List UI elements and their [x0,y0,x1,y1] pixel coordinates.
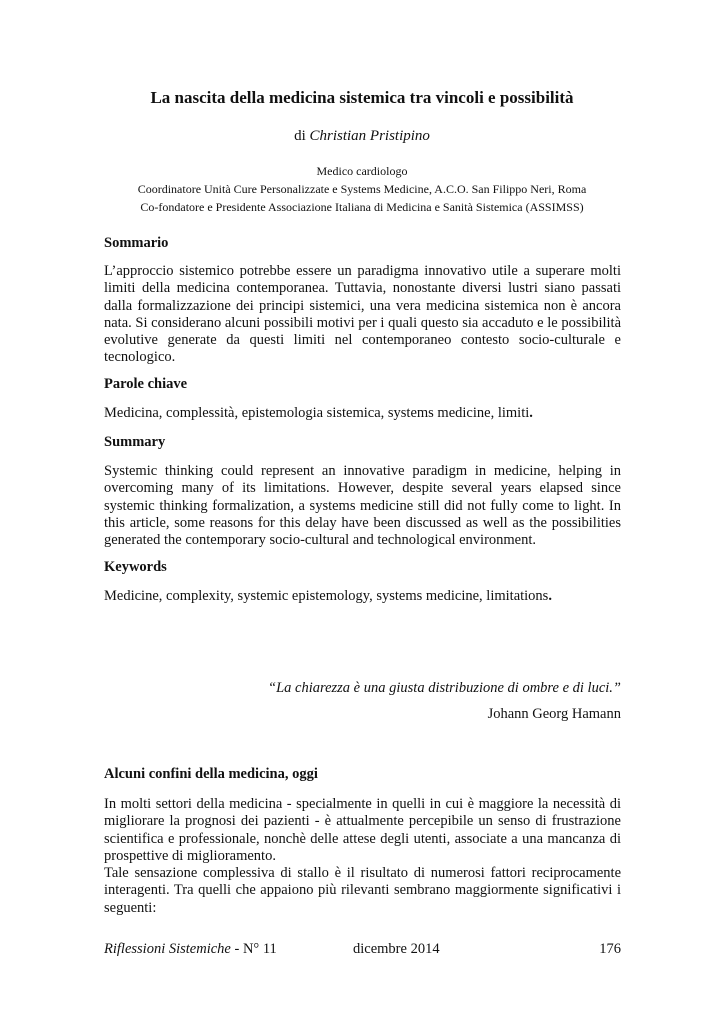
parole-chiave-text [104,405,621,422]
section-paragraph-2: Tale sensazione complessiva di stallo è il risultato di numerosi fattori reciprocamente interagenti. Tra quelli che appaiono più rilevanti sembrano maggiormente significativi i seguenti: [104,865,621,916]
affiliation-association: Co-fondatore e Presidente Associazione Italiana di Medicina e Sanità Sistemica (ASSIMSS) [140,200,584,214]
footer-journal [104,941,277,958]
parole-chiave-list: Medicina, complessità, epistemologia sistemica, systems medicine, limiti [104,405,530,421]
epigraph-author: Johann Georg Hamann [487,706,621,722]
author-prefix: di [294,128,306,144]
keywords-heading: Keywords [104,559,167,575]
sommario-text: L’approccio sistemico potrebbe essere un paradigma innovativo utile a superare molti limiti della medicina contemporanea. Tuttavia, nonostante diversi lustri siano passati dalla formalizzazione dei principi sistemici, una vera medicina sistemica non è ancora nata. Si considerano alcuni possibili motivi per i quali questo sia accaduto e le possibilità evolutive generate da questi limiti nel contemporaneo contesto socio-culturale e tecnologico. [104,263,621,366]
journal-issue: - N° 11 [230,941,277,957]
author-name: Christian Pristipino [309,128,430,144]
keywords-text [104,588,621,605]
summary-heading: Summary [104,434,166,450]
keywords-list: Medicine, complexity, systemic epistemology, systems medicine, limitations [104,588,549,604]
journal-name: Riflessioni Sistemiche [104,941,231,957]
section-paragraph-1: In molti settori della medicina - specialmente in quelli in cui è maggiore la necessità di migliorare la prognosi dei pazienti - è attualmente percepibile un senso di frustrazione scientifica e professionale, nonchè delle attese degli utenti, associate a una mancanza di prospettive di miglioramento. [104,796,621,864]
section-heading: Alcuni confini della medicina, oggi [104,766,318,782]
paper-title: La nascita della medicina sistemica tra vincoli e possibilità [150,88,574,107]
sommario-heading: Sommario [104,235,169,251]
parole-chiave-period: . [529,405,533,421]
epigraph-quote: “La chiarezza è una giusta distribuzione di ombre e di luci.” [268,680,621,696]
parole-chiave-heading: Parole chiave [104,376,188,392]
summary-text: Systemic thinking could represent an innovative paradigm in medicine, helping in overcoming many of its limitations. However, despite several years elapsed since systemic thinking formalization, a systems medicine still did not fully come to light. In this article, some reasons for this delay have been discussed as well as the possibilities generated the contemporary socio-cultural and technological environment. [104,463,621,549]
author-line [0,128,724,145]
page-number: 176 [599,941,621,957]
affiliation-role: Medico cardiologo [316,164,408,178]
footer-date: dicembre 2014 [353,941,440,957]
affiliation-unit: Coordinatore Unità Cure Personalizzate e Systems Medicine, A.C.O. San Filippo Neri, Roma [137,182,587,196]
keywords-period: . [548,588,552,604]
